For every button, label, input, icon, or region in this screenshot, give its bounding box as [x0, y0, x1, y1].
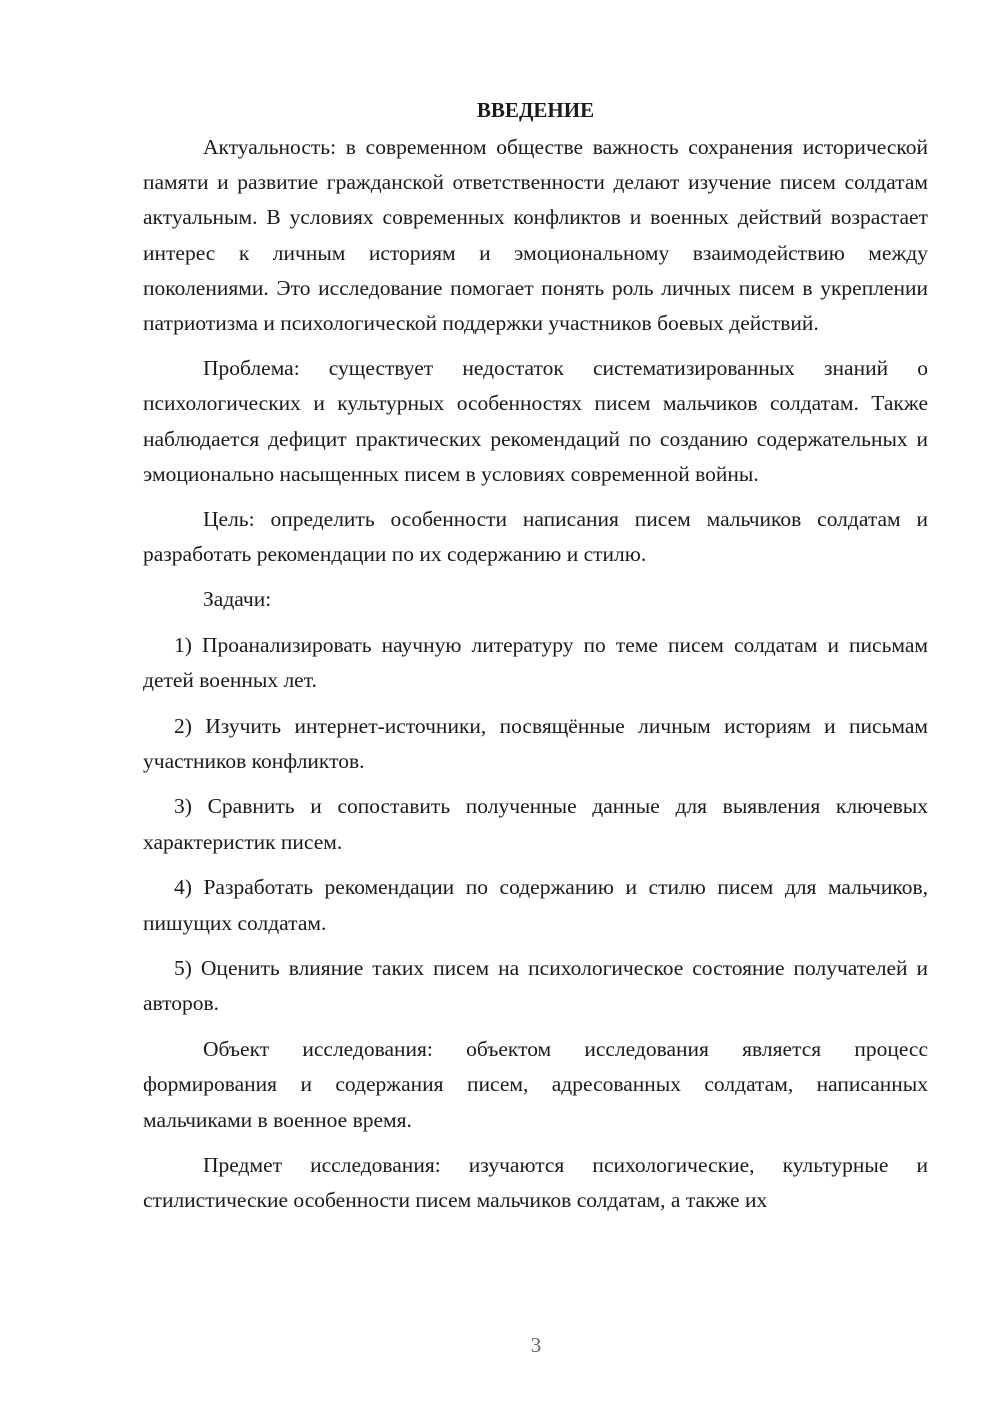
page-content [143, 92, 928, 1228]
page-number: 3 [530, 1333, 542, 1357]
tasks-label: Задачи: [203, 587, 272, 612]
relevance-paragraph: Актуальность: в современном обществе важность сохранения исторической памяти и развитие гражданской ответственности делают изучение писем солдатам актуальным. В условиях современных конфликтов и военных действий возрастает интерес к личным историям и эмоциональному взаимодействию между поколениями. Это исследование помогает понять роль личных писем в укреплении патриотизма и психологической поддержки участников боевых действий. [143, 135, 928, 336]
task-item: 2) Изучить интернет-источники, посвящённые личным историям и письмам участников конфликтов. [143, 713, 928, 773]
page-heading: ВВЕДЕНИЕ [476, 98, 595, 122]
goal-paragraph: Цель: определить особенности написания писем мальчиков солдатам и разработать рекомендации по их содержанию и стилю. [143, 507, 928, 567]
problem-paragraph: Проблема: существует недостаток систематизированных знаний о психологических и культурных особенностях писем мальчиков солдатам. Также наблюдается дефицит практических рекомендаций по созданию содержательных и эмоционально насыщенных писем в условиях современной войны. [143, 356, 928, 486]
subject-paragraph: Предмет исследования: изучаются психологические, культурные и стилистические особенности писем мальчиков солдатам, а также их [143, 1152, 928, 1212]
task-item: 5) Оценить влияние таких писем на психологическое состояние получателей и авторов. [143, 956, 928, 1016]
object-paragraph: Объект исследования: объектом исследования является процесс формирования и содержания писем, адресованных солдатам, написанных мальчиками в военное время. [143, 1037, 928, 1132]
task-item: 3) Сравнить и сопоставить полученные данные для выявления ключевых характеристик писем. [143, 794, 928, 854]
task-item: 4) Разработать рекомендации по содержанию и стилю писем для мальчиков, пишущих солдатам. [143, 875, 928, 935]
task-item: 1) Проанализировать научную литературу по теме писем солдатам и письмам детей военных лет. [143, 632, 928, 692]
